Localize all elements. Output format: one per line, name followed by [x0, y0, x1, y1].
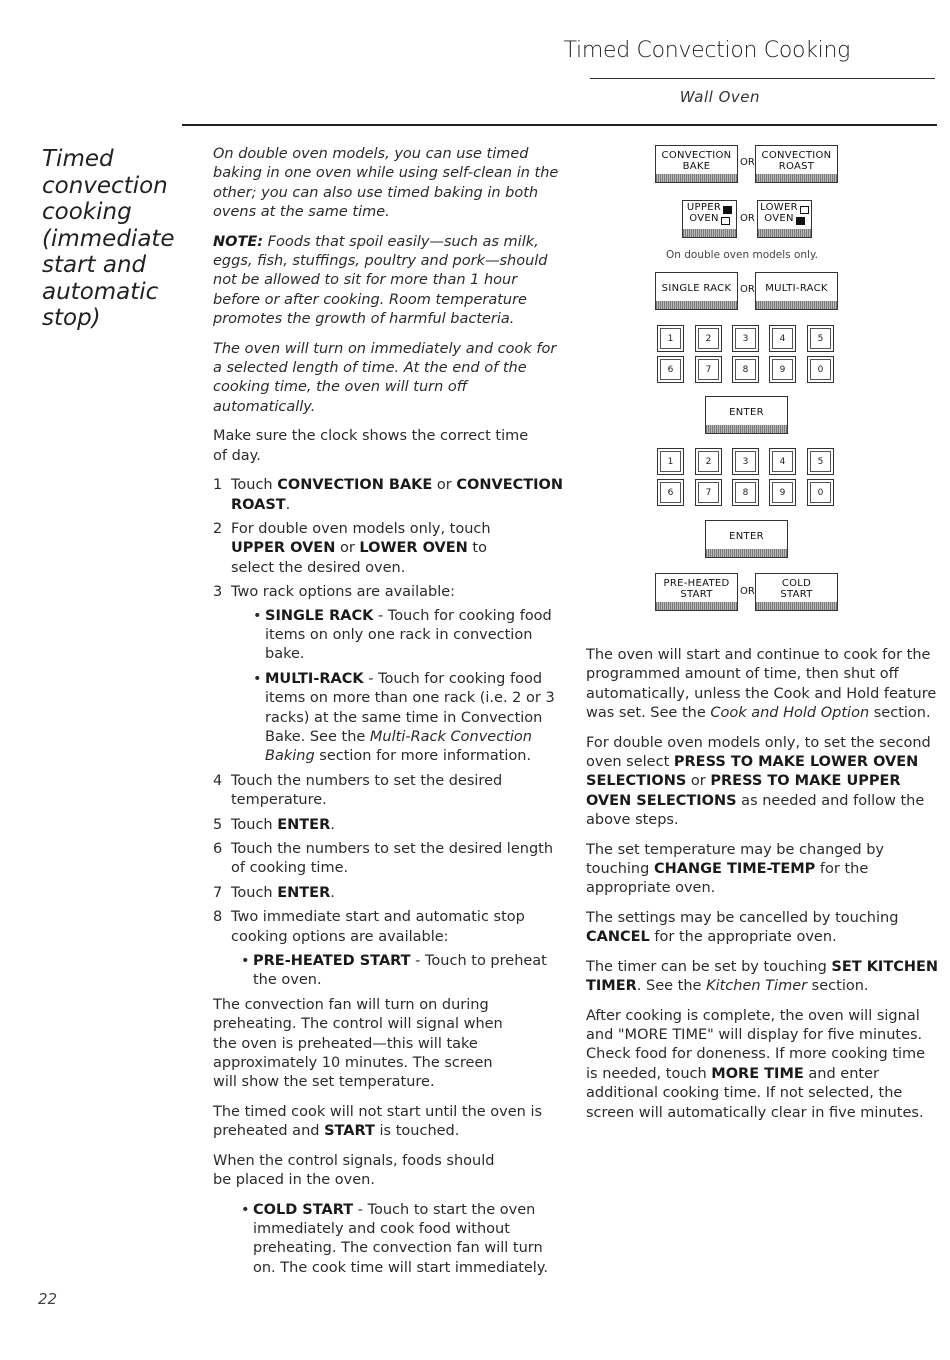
step-8 [213, 908, 541, 947]
step-number: 6 [213, 841, 223, 857]
lower-oven-key[interactable] [757, 200, 812, 238]
digit-key-7[interactable]: 7 [695, 479, 722, 506]
oven-indicator-icon [796, 217, 805, 225]
digit-key-0[interactable]: 0 [807, 356, 834, 383]
upper-oven-key[interactable] [682, 200, 737, 238]
body-text: The settings may be cancelled by touching [586, 909, 899, 926]
digit-key-7[interactable]: 7 [695, 356, 722, 383]
single-rack-key[interactable] [655, 272, 738, 310]
step-key: UPPER OVEN [231, 540, 336, 557]
key-reference: CANCEL [586, 929, 650, 946]
enter-key[interactable] [705, 396, 788, 434]
body-text: for the appropriate oven. [649, 929, 837, 946]
step-key: ENTER [277, 816, 331, 833]
step-text: . [330, 816, 335, 833]
key-label: ENTER [729, 530, 764, 542]
page-title: Timed Convection Cooking [563, 38, 850, 63]
second-oven-paragraph [586, 734, 941, 831]
cancel-paragraph [586, 909, 941, 948]
instructions-column [213, 145, 565, 1283]
multi-rack-key[interactable] [755, 272, 838, 310]
digit-key-8[interactable]: 8 [732, 479, 759, 506]
step-text: . [285, 496, 291, 513]
digit-key-4[interactable]: 4 [769, 325, 796, 352]
step-number: 5 [213, 816, 223, 833]
body-text: The set temperature may be changed by touching [586, 841, 884, 878]
page-subtitle: Wall Oven [679, 88, 760, 106]
key-label: PRE-HEATED [663, 578, 730, 589]
key-label: START [680, 589, 713, 600]
body-text: as needed and follow the above steps. [586, 792, 925, 829]
key-label: LOWER [760, 205, 809, 216]
step-number: 7 [213, 884, 223, 901]
step-text: Two rack options are available: [231, 584, 456, 601]
key-label: OVEN [764, 216, 805, 227]
option-label: COLD START [253, 1201, 354, 1218]
key-reference: MORE TIME [711, 1065, 804, 1082]
note-paragraph [213, 233, 565, 330]
digit-key-3[interactable]: 3 [732, 325, 759, 352]
option-text: section for more information. [314, 748, 532, 765]
digit-key-2[interactable]: 2 [695, 448, 722, 475]
body-text: or [686, 773, 711, 790]
option-text: - Touch for cooking food items on more than one rack (i.e. 2 or 3 racks) at the same time in Convection Bake. See the [265, 670, 555, 745]
timer-paragraph [586, 958, 941, 997]
step-key: CONVECTION BAKE [277, 477, 433, 494]
section-reference: Cook and Hold Option [710, 705, 870, 722]
or-label: OR [740, 284, 755, 295]
step-text: to select the desired oven. [231, 540, 487, 576]
note-label: NOTE: [213, 233, 264, 250]
step-text: Touch the numbers to set the desired length of cooking time. [231, 841, 554, 877]
key-label: ENTER [729, 406, 764, 418]
page-number: 22 [38, 1290, 58, 1308]
step-key: LOWER OVEN [359, 540, 468, 557]
option-text: - Touch to preheat the oven. [253, 953, 547, 989]
cold-start-key[interactable] [755, 573, 838, 611]
key-reference: PRESS TO MAKE LOWER OVEN SELECTIONS [586, 754, 919, 790]
key-label: COLD [781, 578, 812, 589]
digit-key-3[interactable]: 3 [732, 448, 759, 475]
step-key: ENTER [277, 884, 331, 901]
digit-key-1[interactable]: 1 [657, 325, 684, 352]
body-text: The timer can be set by touching [586, 958, 832, 975]
key-label: ROAST [778, 161, 815, 172]
step-text: Touch [231, 884, 278, 901]
key-label: MULTI-RACK [765, 282, 828, 294]
step-6 [213, 840, 565, 879]
body-text: . See the [636, 978, 707, 995]
option-single-rack [243, 607, 565, 665]
digit-key-6[interactable]: 6 [657, 356, 684, 383]
digit-key-1[interactable]: 1 [657, 448, 684, 475]
step-3 [213, 583, 565, 767]
body-text: section. [807, 978, 869, 995]
bullet: • [253, 607, 262, 624]
clock-paragraph: Make sure the clock shows the correct time of day. [213, 428, 529, 464]
preheat-detail-3: When the control signals, foods should be placed in the oven. [213, 1152, 495, 1189]
digit-key-0[interactable]: 0 [807, 479, 834, 506]
step-text: or [432, 477, 457, 494]
step-text: Two immediate start and automatic stop cooking options are available: [231, 909, 525, 945]
step-number: 3 [213, 584, 223, 601]
body-text: For double oven models only, to set the second oven select [586, 734, 931, 771]
option-label: SINGLE RACK [265, 607, 374, 624]
detail-text: is touched. [374, 1123, 460, 1140]
body-text: for the appropriate oven. [586, 861, 869, 897]
body-text: After cooking is complete, the oven will signal and "MORE TIME" will display for five minutes. Check food for doneness. If more cooking time is needed, touch [586, 1007, 926, 1082]
option-text: - Touch for cooking food items on only one rack in convection bake. [265, 607, 552, 663]
intro-paragraph: On double oven models, you can use timed baking in one oven while using self-clean in the other; you can also use timed baking in both ovens at the same time. [213, 146, 559, 221]
step-text: . [330, 884, 335, 901]
key-label: OVEN [689, 216, 730, 227]
option-cold-start [231, 1201, 563, 1279]
step-5 [213, 816, 565, 835]
note-text: Foods that spoil easily—such as milk, eggs, fish, stuffings, poultry and pork—should not be allowed to sit for more than 1 hour before or after cooking. Room temperature promotes the growth of harmful bacteria. [213, 233, 548, 328]
steps-list [213, 476, 565, 947]
option-multi-rack [243, 670, 565, 767]
section-reference: Multi-Rack Convection Baking [265, 728, 532, 765]
key-label: CONVECTION [761, 150, 832, 161]
key-label: SINGLE RACK [661, 282, 732, 294]
key-label: UPPER [687, 205, 732, 216]
cook-paragraph [586, 646, 941, 724]
step-2 [213, 520, 531, 578]
step-number: 8 [213, 909, 223, 926]
convection-roast-key[interactable] [755, 145, 838, 183]
or-label: OR [740, 586, 755, 597]
preheated-start-key[interactable] [655, 573, 738, 611]
step-7 [213, 884, 565, 903]
digit-key-8[interactable]: 8 [732, 356, 759, 383]
key-label: START [780, 589, 813, 600]
step-text: For double oven models only, touch [231, 520, 491, 537]
section-rule [182, 124, 937, 126]
digit-key-4[interactable]: 4 [769, 448, 796, 475]
key-label: CONVECTION [661, 150, 732, 161]
digit-key-2[interactable]: 2 [695, 325, 722, 352]
body-text: The oven will start and continue to cook for the programmed amount of time, then shut off automatically, unless the Cook and Hold feature was set. See the [586, 647, 937, 722]
key-reference: SET KITCHEN TIMER [586, 958, 939, 995]
step-4 [213, 772, 531, 811]
section-reference: Kitchen Timer [706, 978, 808, 995]
oven-indicator-icon [721, 217, 730, 225]
header-rule [590, 78, 935, 79]
bullet: • [241, 953, 250, 970]
step-number: 2 [213, 520, 223, 537]
step-1 [213, 476, 565, 515]
results-column [586, 646, 941, 1133]
step-number: 1 [213, 477, 223, 494]
preheat-detail-2 [213, 1103, 565, 1142]
double-oven-note: On double oven models only. [666, 249, 819, 261]
bullet: • [241, 1201, 250, 1218]
digit-key-9[interactable]: 9 [769, 479, 796, 506]
option-label: PRE-HEATED START [253, 953, 411, 970]
option-text: - Touch to start the oven immediately and cook food without preheating. The convection fan will turn on. The cook time will start immediately. [253, 1201, 548, 1276]
preheat-detail-1: The convection fan will turn on during preheating. The control will signal when the oven is preheated—this will take approximately 10 minutes. The screen will show the set temperature. [213, 996, 503, 1091]
oven-indicator-icon [723, 206, 732, 214]
digit-key-6[interactable]: 6 [657, 479, 684, 506]
bullet: • [253, 670, 262, 687]
step-number: 4 [213, 772, 223, 789]
digit-key-5[interactable]: 5 [807, 325, 834, 352]
detail-text: The timed cook will not start until the oven is preheated and [213, 1103, 543, 1140]
change-temp-paragraph [586, 841, 941, 899]
step-text: or [335, 540, 360, 557]
step-text: Touch [231, 477, 278, 494]
option-preheated-start [231, 952, 565, 991]
timing-paragraph: The oven will turn on immediately and cook for a selected length of time. At the end of the cooking time, the oven will turn off automatically. [213, 340, 557, 415]
key-reference: CHANGE TIME-TEMP [653, 861, 816, 878]
digit-key-5[interactable]: 5 [807, 448, 834, 475]
option-label: MULTI-RACK [265, 670, 364, 687]
detail-key: START [324, 1123, 375, 1140]
key-reference: PRESS TO MAKE UPPER OVEN SELECTIONS [586, 773, 901, 809]
section-title: Timed convection cooking (immediate start and automatic stop) [42, 146, 175, 331]
or-label: OR [740, 213, 755, 224]
body-text: section. [869, 705, 931, 722]
digit-key-9[interactable]: 9 [769, 356, 796, 383]
key-label: BAKE [682, 161, 711, 172]
body-text: and enter additional cooking time. If not selected, the screen will automatically clear in five minutes. [586, 1065, 924, 1121]
or-label: OR [740, 157, 755, 168]
step-text: Touch the numbers to set the desired temperature. [231, 772, 503, 809]
step-key: CONVECTION ROAST [231, 477, 564, 513]
oven-indicator-icon [800, 206, 809, 214]
convection-bake-key[interactable] [655, 145, 738, 183]
enter-key[interactable] [705, 520, 788, 558]
more-time-paragraph [586, 1007, 941, 1123]
step-text: Touch [231, 816, 278, 833]
